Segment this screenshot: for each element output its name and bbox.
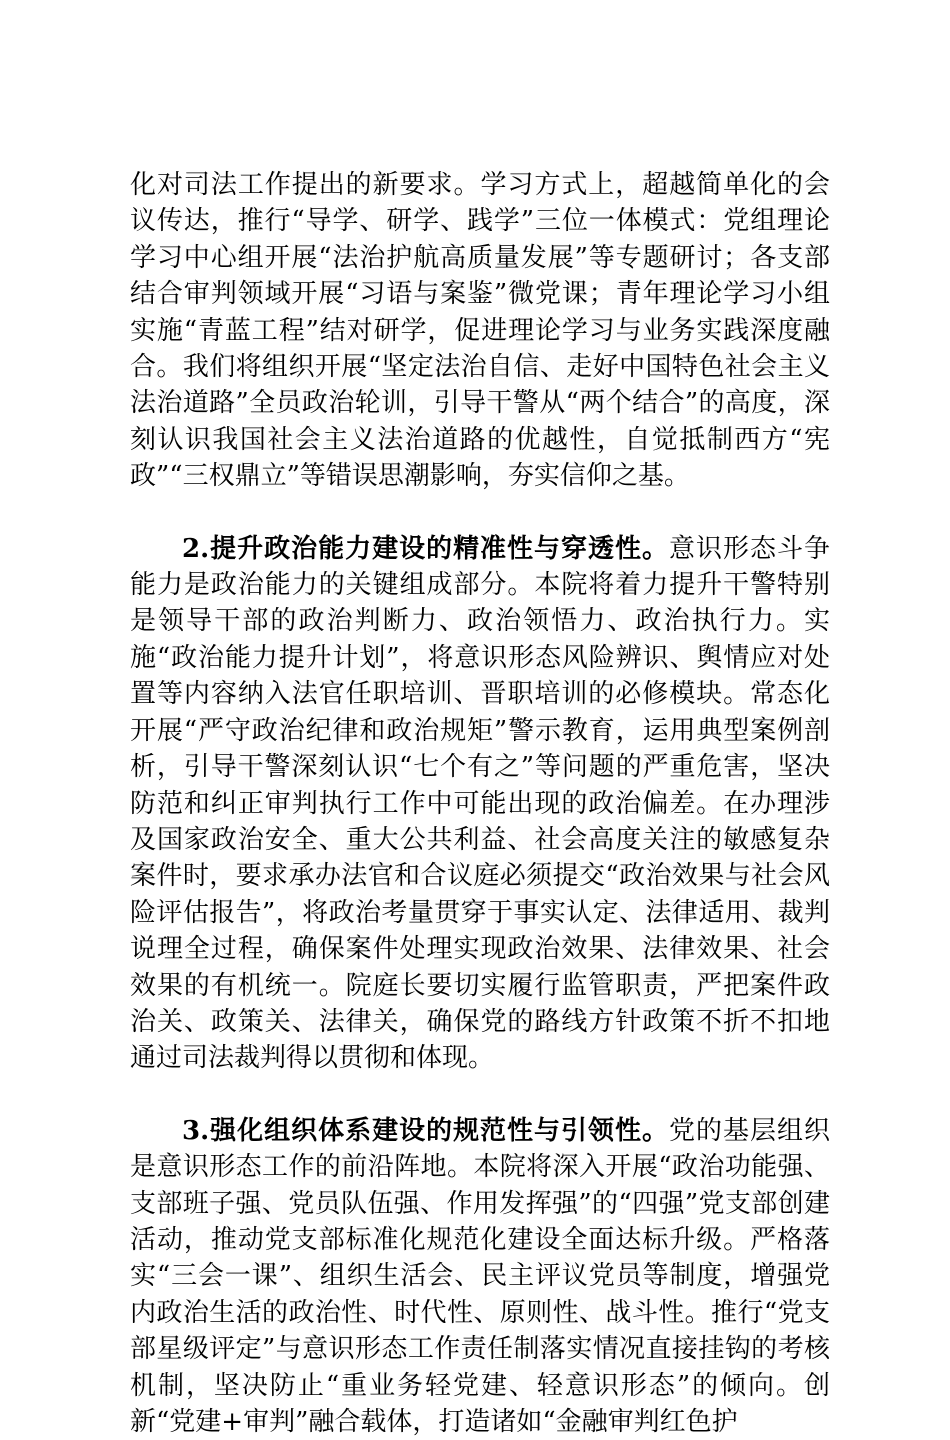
paragraph-1: [130, 167, 830, 495]
paragraph-2-text: 意识形态斗争能力是政治能力的关键组成部分。本院将着力提升干警特别是领导干部的政治判断力、政治领悟力、政治执行力。实施“政治能力提升计划”，将意识形态风险辨识、舆情应对处置等内容纳入法官任职培训、晋职培训的必修模块。常态化开展“严守政治纪律和政治规矩”警示教育，运用典型案例剖析，引导干警深刻认识“七个有之”等问题的严重危害，坚决防范和纠正审判执行工作中可能出现的政治偏差。在办理涉及国家政治安全、重大公共利益、社会高度关注的敏感复杂案件时，要求承办法官和合议庭必须提交“政治效果与社会风险评估报告”，将政治考量贯穿于事实认定、法律适用、裁判说理全过程，确保案件处理实现政治效果、法律效果、社会效果的有机统一。院庭长要切实履行监管职责，严把案件政治关、政策关、法律关，确保党的路线方针政策不折不扣地通过司法裁判得以贯彻和体现。: [130, 533, 830, 1074]
paragraph-2-heading: 2.提升政治能力建设的精准性与穿透性。: [182, 533, 670, 564]
paragraph-1-text: 化对司法工作提出的新要求。学习方式上，超越简单化的会议传达，推行“导学、研学、践学”三位一体模式：党组理论学习中心组开展“法治护航高质量发展”等专题研讨；各支部结合审判领域开展“习语与案鉴”微党课；青年理论学习小组实施“青蓝工程”结对研学，促进理论学习与业务实践深度融合。我们将组织开展“坚定法治自信、走好中国特色社会主义法治道路”全员政治轮训，引导干警从“两个结合”的高度，深刻认识我国社会主义法治道路的优越性，自觉抵制西方“宪政”“三权鼎立”等错误思潮影响，夯实信仰之基。: [130, 170, 830, 492]
paragraph-3: [130, 1113, 830, 1440]
paragraph-2: [130, 531, 830, 1077]
paragraph-3-text: 党的基层组织是意识形态工作的前沿阵地。本院将深入开展“政治功能强、支部班子强、党员队伍强、作用发挥强”的“四强”党支部创建活动，推动党支部标准化规范化建设全面达标升级。严格落实“三会一课”、组织生活会、民主评议党员等制度，增强党内政治生活的政治性、时代性、原则性、战斗性。推行“党支部星级评定”与意识形态工作责任制落实情况直接挂钩的考核机制，坚决防止“重业务轻党建、轻意识形态”的倾向。创新“党建+审判”融合载体，打造诸如“金融审判红色护: [130, 1115, 830, 1437]
paragraph-3-heading: 3.强化组织体系建设的规范性与引领性。: [182, 1115, 670, 1146]
document-page: [130, 167, 830, 1440]
